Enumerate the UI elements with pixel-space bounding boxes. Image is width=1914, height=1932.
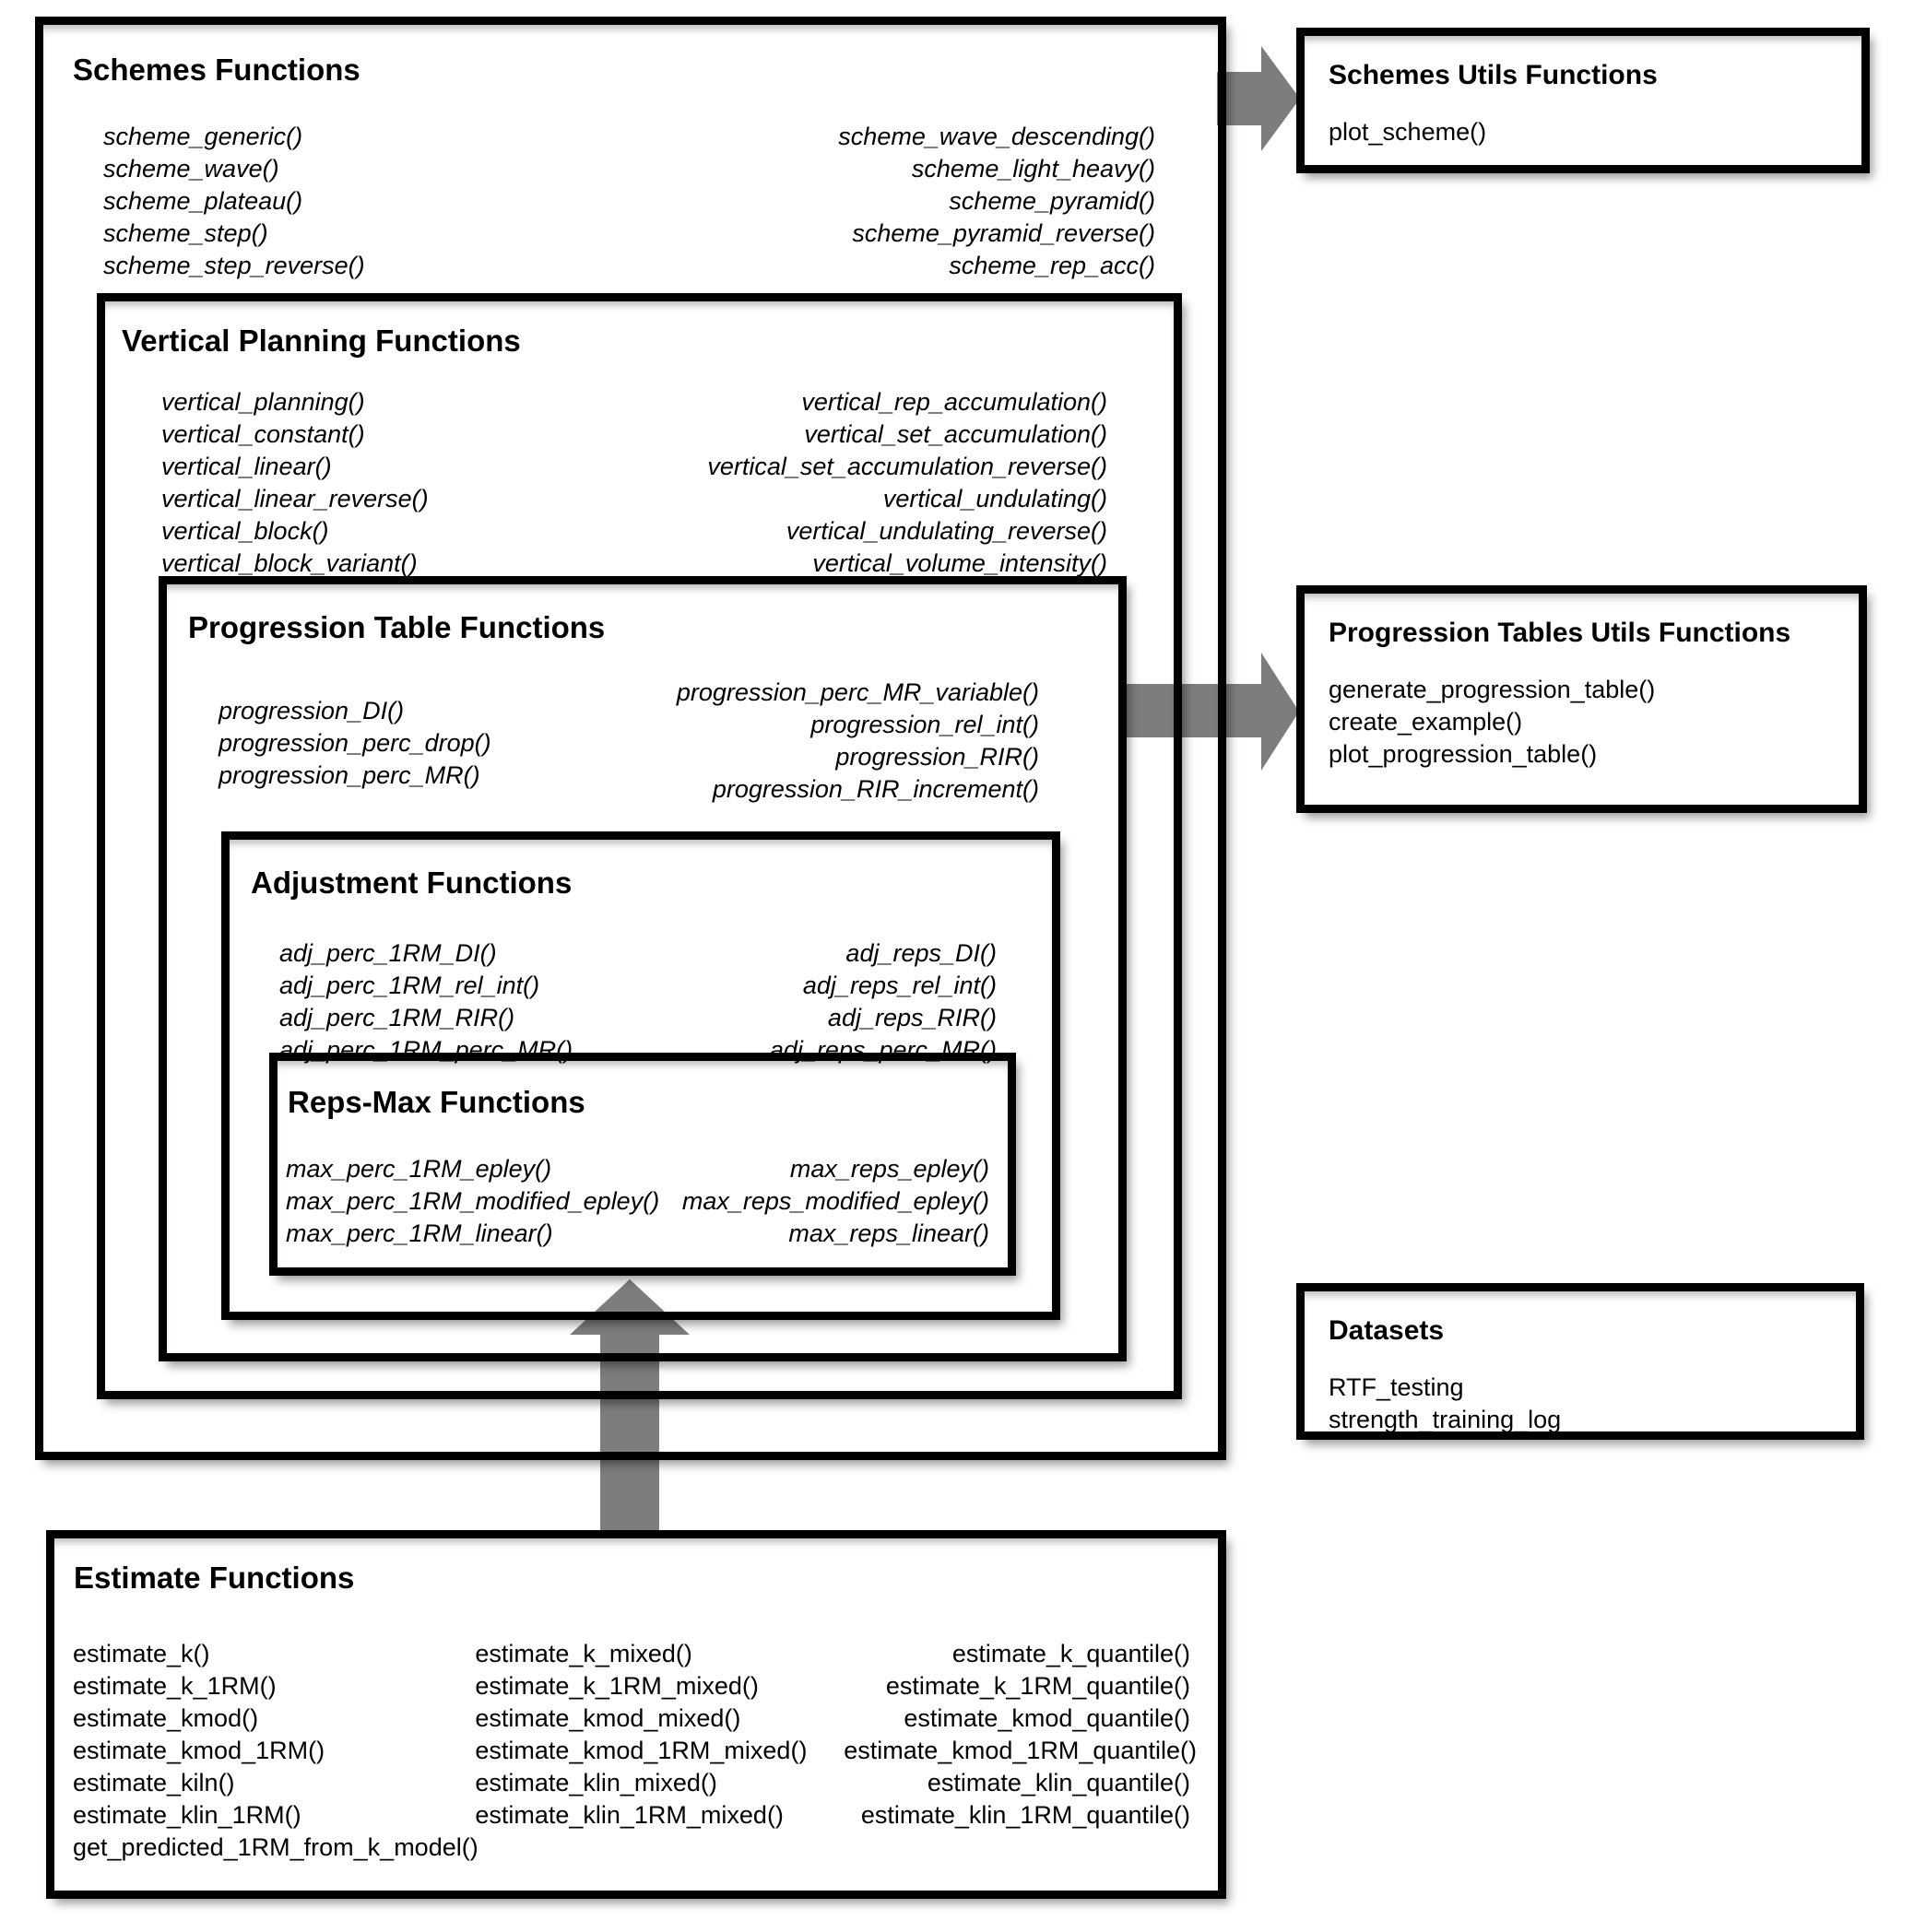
- function-item: scheme_pyramid(): [949, 186, 1155, 215]
- function-item: vertical_rep_accumulation(): [801, 387, 1107, 416]
- function-item: get_predicted_1RM_from_k_model(): [73, 1832, 478, 1861]
- function-item: scheme_rep_acc(): [949, 251, 1155, 279]
- function-item: vertical_undulating_reverse(): [786, 516, 1107, 545]
- function-column-right: [838, 121, 1155, 282]
- function-item: max_reps_linear(): [788, 1219, 989, 1247]
- function-item: estimate_kmod_mixed(): [475, 1703, 741, 1732]
- function-item: strength_training_log: [1329, 1405, 1562, 1433]
- function-item: scheme_wave(): [103, 154, 279, 183]
- function-column-right: [677, 677, 1039, 806]
- function-item: adj_reps_rel_int(): [802, 971, 997, 999]
- function-item: scheme_wave_descending(): [838, 122, 1155, 150]
- function-column-right: [770, 937, 997, 1066]
- estimate-functions-box: [46, 1530, 1226, 1899]
- function-item: vertical_constant(): [161, 419, 365, 448]
- function-item: adj_perc_1RM_RIR(): [279, 1003, 515, 1031]
- function-item: estimate_kiln(): [73, 1768, 235, 1797]
- function-item: estimate_k_1RM(): [73, 1671, 277, 1700]
- arrow-schemes-to-utils-head-icon: [1261, 46, 1300, 151]
- function-item: estimate_klin_quantile(): [927, 1768, 1190, 1797]
- function-item: vertical_linear_reverse(): [161, 484, 429, 512]
- function-item: vertical_block_variant(): [161, 548, 418, 577]
- box-title: Estimate Functions: [74, 1561, 355, 1595]
- function-item: progression_perc_MR(): [219, 760, 480, 789]
- function-item: progression_RIR_increment(): [712, 774, 1039, 803]
- arrow-progression-to-utils-head-icon: [1261, 653, 1299, 771]
- function-item: adj_reps_perc_MR(): [769, 1035, 997, 1064]
- box-title: Progression Table Functions: [188, 610, 606, 644]
- function-item: max_reps_epley(): [789, 1154, 989, 1183]
- function-item: max_perc_1RM_linear(): [286, 1219, 553, 1247]
- function-item: estimate_kmod_1RM(): [73, 1736, 325, 1764]
- function-item: progression_perc_drop(): [219, 728, 491, 757]
- function-item: scheme_step(): [103, 218, 268, 247]
- function-item: scheme_plateau(): [103, 186, 303, 215]
- dataset-list: [1329, 1372, 1832, 1436]
- box-title: Schemes Utils Functions: [1329, 60, 1658, 90]
- function-column-right: [844, 1638, 1197, 1864]
- function-item: progression_perc_MR_variable(): [676, 677, 1039, 706]
- function-item: scheme_generic(): [103, 122, 303, 150]
- function-item: vertical_volume_intensity(): [812, 548, 1107, 577]
- function-item: vertical_undulating(): [882, 484, 1107, 512]
- function-item: estimate_k_1RM_quantile(): [885, 1671, 1190, 1700]
- box-title: Vertical Planning Functions: [122, 324, 521, 358]
- box-title: Schemes Functions: [73, 53, 360, 87]
- function-item: adj_perc_1RM_DI(): [279, 938, 497, 967]
- function-item: adj_reps_RIR(): [827, 1003, 997, 1031]
- function-item: scheme_pyramid_reverse(): [852, 218, 1155, 247]
- function-item: max_reps_modified_epley(): [681, 1186, 989, 1215]
- function-list: [286, 1153, 989, 1250]
- function-list: [103, 121, 1155, 282]
- function-item: progression_DI(): [219, 696, 405, 724]
- function-column-left: [286, 1153, 659, 1250]
- function-column-middle: [475, 1638, 844, 1864]
- function-item: max_perc_1RM_modified_epley(): [286, 1186, 660, 1215]
- function-column-left: [219, 695, 491, 806]
- function-item: estimate_klin_1RM_quantile(): [860, 1800, 1190, 1829]
- function-column-right: [707, 386, 1107, 580]
- function-column-left: [73, 1638, 478, 1864]
- function-column-right: [682, 1153, 989, 1250]
- function-item: vertical_set_accumulation(): [804, 419, 1107, 448]
- function-item: estimate_klin_mixed(): [475, 1768, 717, 1797]
- reps-max-functions-box: [269, 1053, 1016, 1276]
- function-item: estimate_kmod(): [73, 1703, 259, 1732]
- function-item: adj_perc_1RM_perc_MR(): [279, 1035, 573, 1064]
- schemes-utils-functions-box: [1296, 28, 1870, 173]
- function-item: scheme_light_heavy(): [911, 154, 1155, 183]
- function-item: estimate_klin_1RM_mixed(): [475, 1800, 784, 1829]
- function-column-left: [161, 386, 429, 580]
- function-list: [1329, 116, 1837, 148]
- function-column-left: [279, 937, 573, 1066]
- function-list: [73, 1638, 1197, 1864]
- function-item: vertical_linear(): [161, 452, 332, 480]
- function-item: generate_progression_table(): [1329, 675, 1656, 703]
- function-item: progression_RIR(): [835, 742, 1039, 771]
- box-title: Adjustment Functions: [251, 866, 573, 900]
- function-item: adj_perc_1RM_rel_int(): [279, 971, 540, 999]
- function-item: adj_reps_DI(): [845, 938, 997, 967]
- function-item: estimate_k(): [73, 1639, 210, 1667]
- function-item: vertical_set_accumulation_reverse(): [707, 452, 1107, 480]
- function-item: plot_scheme(): [1329, 117, 1487, 146]
- function-list: [1329, 674, 1835, 771]
- function-item: max_perc_1RM_epley(): [286, 1154, 552, 1183]
- function-item: estimate_k_mixed(): [475, 1639, 692, 1667]
- function-list: [279, 937, 997, 1066]
- box-title: Datasets: [1329, 1315, 1445, 1346]
- function-list: [161, 386, 1107, 580]
- function-list: [219, 677, 1039, 806]
- function-item: estimate_kmod_quantile(): [904, 1703, 1190, 1732]
- function-item: create_example(): [1329, 707, 1523, 736]
- function-item: vertical_block(): [161, 516, 329, 545]
- function-item: estimate_kmod_1RM_quantile(): [844, 1736, 1197, 1764]
- function-item: vertical_planning(): [161, 387, 365, 416]
- progression-tables-utils-functions-box: [1296, 585, 1867, 813]
- function-item: progression_rel_int(): [810, 710, 1039, 738]
- function-item: RTF_testing: [1329, 1372, 1464, 1401]
- function-item: estimate_k_quantile(): [951, 1639, 1190, 1667]
- function-item: estimate_kmod_1RM_mixed(): [475, 1736, 808, 1764]
- function-item: estimate_klin_1RM(): [73, 1800, 301, 1829]
- box-title: Reps-Max Functions: [288, 1085, 585, 1119]
- function-item: plot_progression_table(): [1329, 739, 1598, 768]
- function-item: estimate_k_1RM_mixed(): [475, 1671, 759, 1700]
- function-item: scheme_step_reverse(): [103, 251, 365, 279]
- function-column-left: [103, 121, 365, 282]
- datasets-box: [1296, 1283, 1864, 1440]
- box-title: Progression Tables Utils Functions: [1329, 618, 1791, 648]
